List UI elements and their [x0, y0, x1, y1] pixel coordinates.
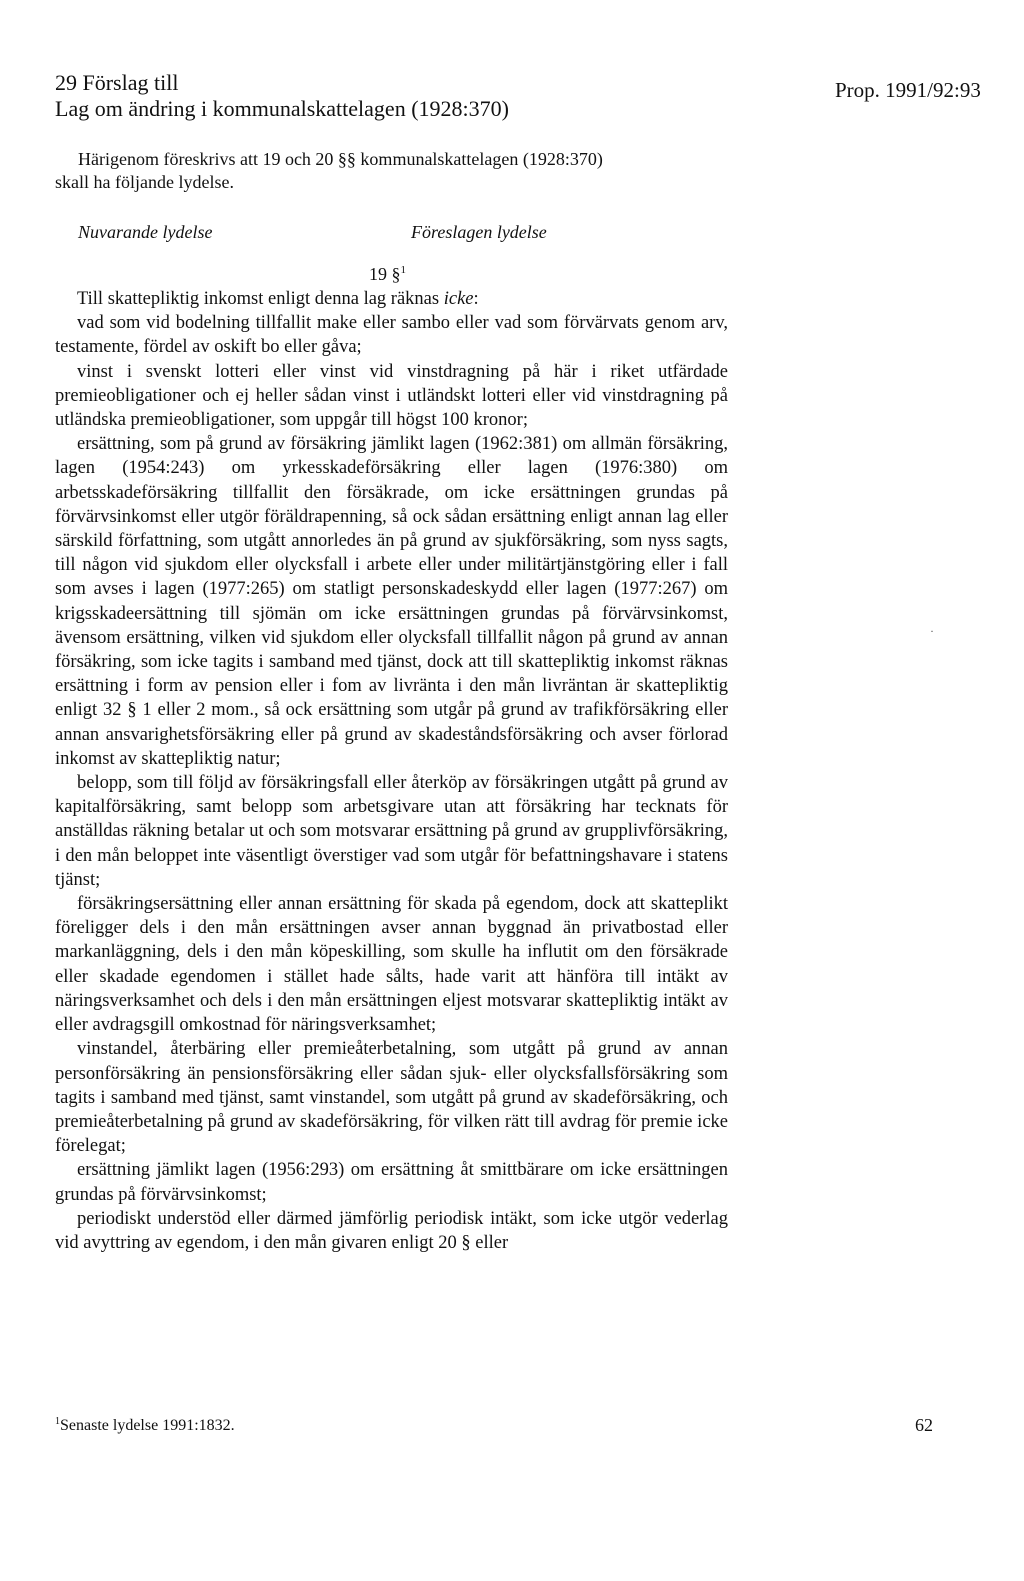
column-heading-proposed: Föreslagen lydelse	[411, 222, 547, 242]
paragraph: vinst i svenskt lotteri eller vinst vid vinstdragning på här i riket utfärdade premieobligationer och ej heller sådan vinst i utländskt lotteri eller vid vinstdragning på utländska premieobligationer, som uppgår till högst 100 kronor;	[55, 361, 728, 431]
chapter-label: Förslag till	[82, 70, 179, 95]
footnote-mark: 1	[55, 1416, 60, 1427]
page-number: 62	[915, 1415, 933, 1435]
intro-line-1: Härigenom föreskrivs att 19 och 20 §§ kommunalskattelagen (1928:370)	[78, 149, 603, 169]
paragraph: ersättning jämlikt lagen (1956:293) om ersättning åt smittbärare om icke ersättningen grundas på förvärvsinkomst;	[55, 1160, 728, 1205]
footnote-text: Senaste lydelse 1991:1832.	[60, 1417, 235, 1434]
paragraph: ersättning, som på grund av försäkring jämlikt lagen (1962:381) om allmän försäkring, lagen (1954:243) om yrkesskadeförsäkring eller lagen (1976:380) om arbetsskadeförsäkring tillfallit den försäkrade, om icke ersättningen grundas på förvärvsinkomst eller utgör föräldrapenning, så ock sådan ersättning enligt annan lag eller särskild författning, som utgått annorledes än på grund av sjukförsäkring, som nyss sagts, till någon vid sjukdom eller olycksfall i arbete eller under militärtjänstgöring eller i fall som avses i lagen (1977:265) om statligt personskadeskydd eller lagen (1977:267) om krigsskadeersättning till sjömän om icke ersättningen grundas på förvärvsinkomst, ävensom ersättning, vilken vid sjukdom eller olycksfall tillfallit någon på grund av annan försäkring, som icke tagits i samband med tjänst, dock att till skattepliktig inkomst räknas ersättning i form av pension eller i fom av livränta i den mån livräntan är skattepliktig enligt 32 § 1 eller 2 mom., så ock ersättning som utgår på grund av trafikförsäkring eller annan ansvarighetsförsäkring eller på grund av skadeståndsförsäkring och avser förlorad inkomst av skattepliktig natur;	[55, 434, 728, 769]
paragraph: vinstandel, återbäring eller premieåterbetalning, som utgått på grund av annan personförsäkring än pensionsförsäkring eller sådan sjuk- eller olycksfallsförsäkring som tagits i samband med tjänst, samt vinstandel, som utgått på grund av skadeförsäkring, och premieåterbetalning på grund av skadeförsäkring, för vilken rätt till avdrag för premie icke förelegat;	[55, 1039, 728, 1157]
paragraph: försäkringsersättning eller annan ersättning för skada på egendom, dock att skatteplikt föreligger dels i den mån ersättningen avser annan byggnad än privatbostad eller markanläggning, dels i den mån köpeskilling, som skulle ha influtit om den försäkrade eller skadade egendomen i stället hade sålts, hade varit att hänföra till intäkt av näringsverksamhet och dels i den mån ersättningen eljest motsvarar skattepliktig intäkt av eller avdragsgill omkostnad för näringsverksamhet;	[55, 894, 728, 1036]
section-label: 19 §	[369, 264, 401, 284]
chapter-number: 29	[55, 70, 77, 95]
column-heading-current: Nuvarande lydelse	[78, 222, 213, 242]
law-title: Lag om ändring i kommunalskattelagen (1928:370)	[55, 96, 509, 121]
chapter-heading	[55, 70, 178, 96]
section-heading	[369, 264, 406, 285]
paragraph: vad som vid bodelning tillfallit make eller sambo eller vad som förvärvats genom arv, testamente, fördel av oskift bo eller gåva;	[55, 313, 728, 358]
intro-text	[55, 148, 728, 194]
footnote	[55, 1416, 235, 1435]
paragraph: periodiskt understöd eller därmed jämförlig periodisk intäkt, som icke utgör vederlag vid avyttring av egendom, i den mån givaren enligt 20 § eller	[55, 1208, 728, 1253]
paragraph: belopp, som till följd av försäkringsfall eller återköp av försäkringen utgått på grund av kapitalförsäkring, samt belopp som arbetsgivare utan att försäkring har tecknats för anställdas räkning betalar ut och som motsvarar ersättning på grund av grupplivförsäkring, i den mån beloppet inte väsentligt överstiger vad som utgår för befattningshavare i statens tjänst;	[55, 773, 728, 890]
proposition-reference: Prop. 1991/92:93	[835, 78, 981, 102]
intro-line-2: skall ha följande lydelse.	[55, 172, 234, 192]
margin-mark: ·	[930, 624, 934, 638]
paragraph-intro: Till skattepliktig inkomst enligt denna lag räknas icke:	[77, 289, 479, 309]
footnote-reference: 1	[400, 264, 406, 276]
law-text-body	[55, 287, 728, 1255]
